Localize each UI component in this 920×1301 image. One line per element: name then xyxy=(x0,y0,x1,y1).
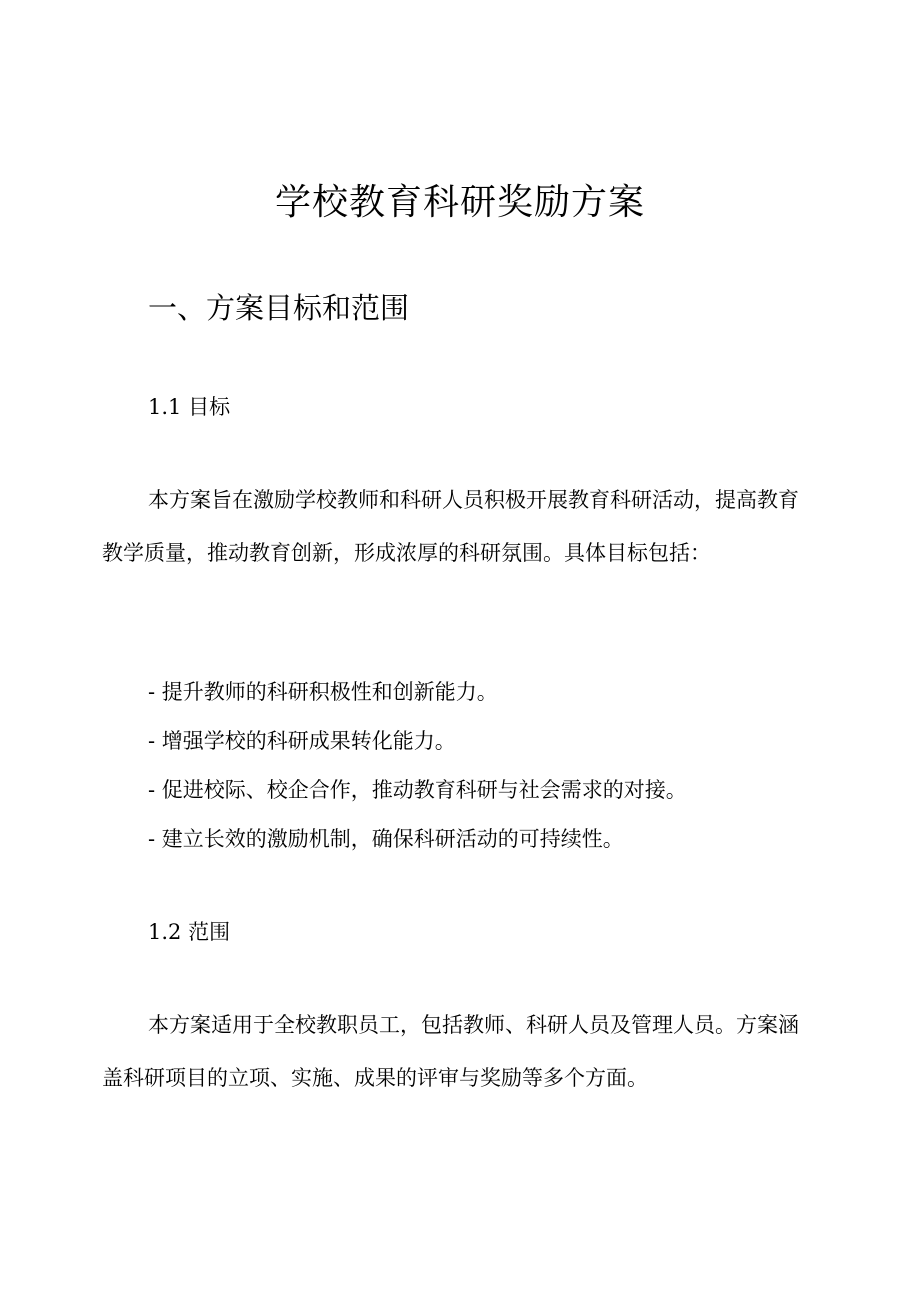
goals-bullet-list xyxy=(148,668,687,864)
list-item: - 增强学校的科研成果转化能力。 xyxy=(148,729,456,753)
goals-paragraph: 本方案旨在激励学校教师和科研人员积极开展教育科研活动，提高教育教学质量，推动教育创新，形成浓厚的科研氛围。具体目标包括： xyxy=(102,488,799,565)
subheading-goals: 1.1 目标 xyxy=(148,395,231,419)
subheading-scope: 1.2 范围 xyxy=(148,920,231,944)
section-heading-goals-scope: 一、方案目标和范围 xyxy=(148,291,410,325)
list-item: - 促进校际、校企合作，推动教育科研与社会需求的对接。 xyxy=(148,778,687,802)
document-title: 学校教育科研奖励方案 xyxy=(274,182,645,223)
list-item: - 建立长效的激励机制，确保科研活动的可持续性。 xyxy=(148,827,624,851)
list-item: - 提升教师的科研积极性和创新能力。 xyxy=(148,680,498,704)
scope-paragraph: 本方案适用于全校教职员工，包括教师、科研人员及管理人员。方案涵盖科研项目的立项、实施、成果的评审与奖励等多个方面。 xyxy=(102,1013,799,1090)
